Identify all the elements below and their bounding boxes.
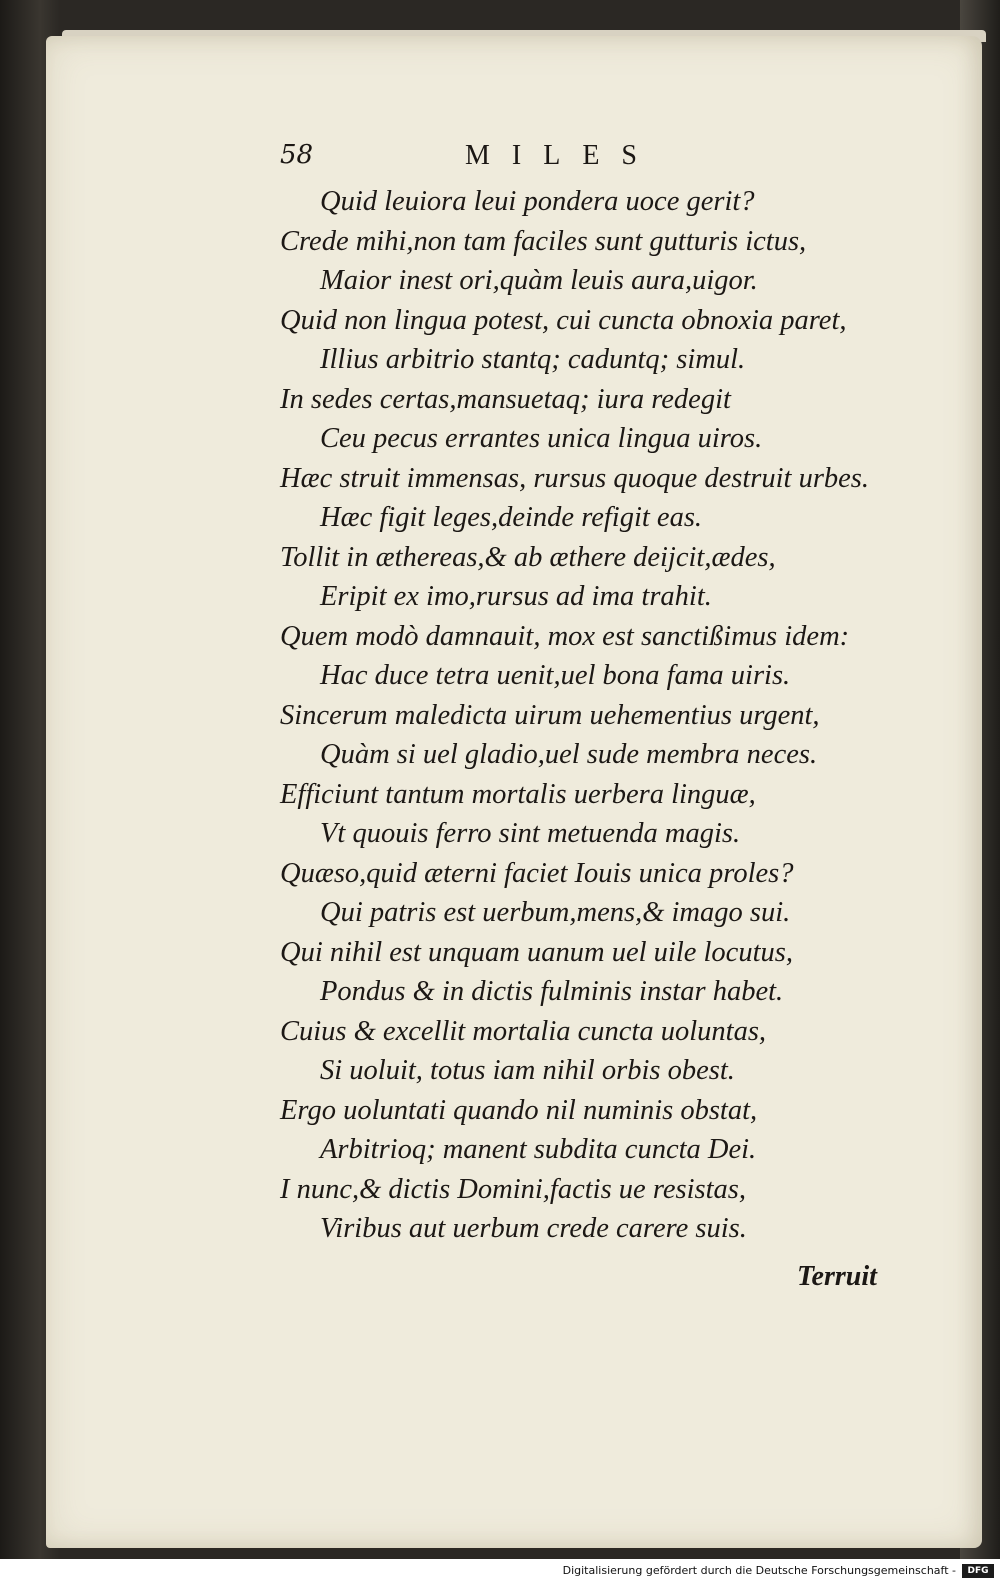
running-title: MILES [465,140,659,171]
verse-line: Quem modò damnauit, mox est sanctißimus idem: [280,620,850,652]
verse-line: Hæc figit leges,deinde refigit eas. [320,502,703,533]
verse-line: Hac duce tetra uenit,uel bona fama uiris. [320,660,791,691]
catchword: Terruit [797,1261,877,1292]
verse-line: Arbitrioq; manent subdita cuncta Dei. [320,1134,757,1165]
verse-line: Viribus aut uerbum crede carere suis. [320,1213,747,1244]
verse-line: Quàm si uel gladio,uel sude membra neces. [320,739,818,770]
verse-line: I nunc,& dictis Domini,factis ue resistas, [280,1173,746,1205]
verse-line: Qui patris est uerbum,mens,& imago sui. [320,897,791,928]
verse-line: Cuius & excellit mortalia cuncta uoluntas, [280,1015,767,1047]
verse-line: Qui nihil est unquam uanum uel uile locutus, [280,936,793,968]
verse-line: Maior inest ori,quàm leuis aura,uigor. [320,265,758,296]
page-header [280,140,670,180]
verse-line: Pondus & in dictis fulminis instar habet. [320,976,784,1007]
footer-credit: Digitalisierung gefördert durch die Deutsche Forschungsgemeinschaft - [562,1564,956,1577]
dfg-logo: DFG [962,1564,994,1578]
verse-line: Quid non lingua potest, cui cuncta obnoxia paret, [280,304,847,336]
verse-line: Vt quouis ferro sint metuenda magis. [320,818,741,849]
verse-line: Ceu pecus errantes unica lingua uiros. [320,423,763,454]
page-number: 58 [280,140,314,170]
footer-strip [0,1559,1000,1581]
verse-line: Quæso,quid æterni faciet Iouis unica proles? [280,857,794,889]
verse-line: Efficiunt tantum mortalis uerbera linguæ, [280,778,756,810]
verse-line: Crede mihi,non tam faciles sunt gutturis ictus, [280,225,807,257]
verse-line: Tollit in æthereas,& ab æthere deijcit,ædes, [280,541,776,573]
verse-line: Hæc struit immensas, rursus quoque destruit urbes. [280,462,870,494]
verse-block [280,182,920,1249]
verse-line: Ergo uoluntati quando nil numinis obstat, [280,1094,758,1126]
verse-line: Illius arbitrio stantq; caduntq; simul. [320,344,746,375]
verse-line: Quid leuiora leui pondera uoce gerit? [320,186,755,217]
verse-line: In sedes certas,mansuetaq; iura redegit [280,383,731,415]
verse-line: Si uoluit, totus iam nihil orbis obest. [320,1055,735,1086]
verse-line: Eripit ex imo,rursus ad ima trahit. [320,581,712,612]
verse-line: Sincerum maledicta uirum uehementius urgent, [280,699,820,731]
